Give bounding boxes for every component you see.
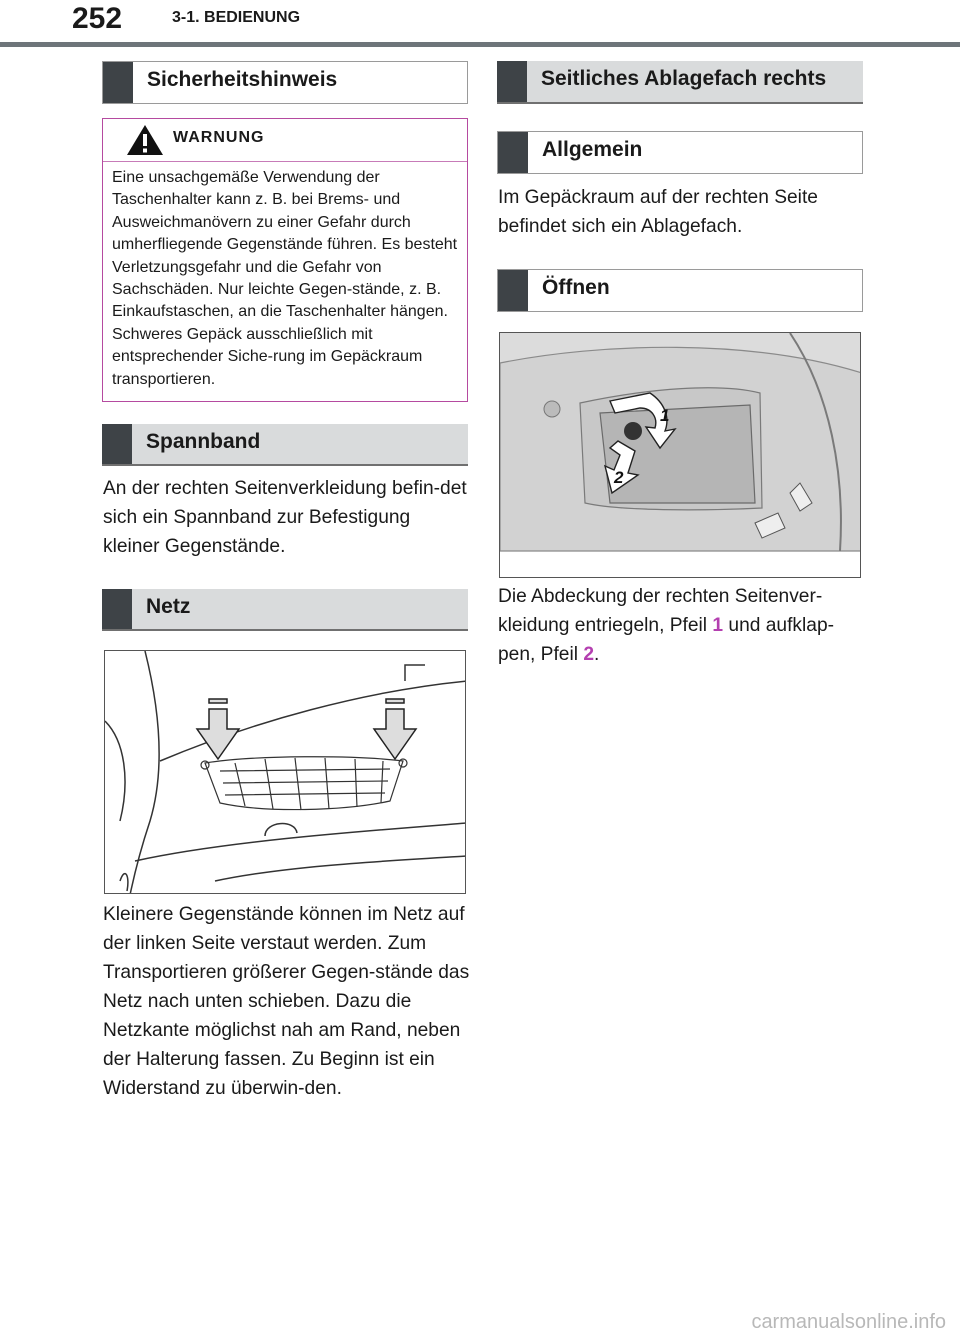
- heading-bar: [102, 589, 132, 629]
- open-paragraph: [498, 582, 866, 669]
- arrow-1-ref: 1: [712, 615, 724, 636]
- header-rule: [0, 42, 960, 47]
- figure-label-1: 1: [660, 406, 670, 425]
- compartment-heading: [497, 61, 863, 104]
- warning-triangle-icon: [125, 123, 165, 157]
- general-heading-label: Allgemein: [542, 138, 643, 161]
- safety-heading: [102, 61, 468, 104]
- net-heading-label: Netz: [146, 595, 191, 618]
- heading-bar: [498, 132, 528, 173]
- open-text-end: .: [594, 644, 600, 665]
- compartment-heading-label: Seitliches Ablagefach rechts: [541, 67, 827, 90]
- heading-bar: [498, 270, 528, 311]
- open-text-before: Die Abdeckung der rechten Seitenver-kleidung entriegeln, Pfeil: [498, 586, 823, 636]
- strap-heading: [102, 424, 468, 466]
- strap-heading-label: Spannband: [146, 430, 261, 453]
- watermark: carmanualsonline.info: [751, 1311, 946, 1333]
- heading-bar: [103, 62, 133, 103]
- compartment-figure: [499, 332, 861, 578]
- open-text-mid: und aufklap-pen, Pfeil: [498, 615, 835, 665]
- open-heading: [497, 269, 863, 312]
- net-illustration: [105, 651, 466, 894]
- figure-label-2: 2: [614, 468, 624, 487]
- page-number: 252: [72, 2, 123, 35]
- chapter-title: 3-1. BEDIENUNG: [172, 9, 301, 26]
- warning-text: Eine unsachgemäße Verwendung der Taschenhalter kann z. B. bei Brems- und Ausweichmanövern zu einer Gefahr durch umherfliegende Gegenstände führen. Es besteht Verletzungsgefahr und die Gefahr von Sachschäden. Nur leichte Gegen-stände, z. B. Einkaufstaschen, an die Taschenhalter hängen. Schweres Gepäck ausschließlich mit entsprechender Siche-rung im Gepäckraum transportieren.: [112, 169, 458, 388]
- general-paragraph: Im Gepäckraum auf der rechten Seite befindet sich ein Ablagefach.: [498, 187, 818, 237]
- warning-title: WARNUNG: [173, 129, 265, 146]
- net-heading: [102, 589, 468, 631]
- net-paragraph: Kleinere Gegenstände können im Netz auf der linken Seite verstaut werden. Zum Transportieren größerer Gegen-stände das Netz nach unten schieben. Dazu die Netzkante möglichst nah am Rand, neben der Halterung fassen. Zu Beginn ist ein Widerstand zu überwin-den.: [103, 904, 470, 1099]
- strap-paragraph: An der rechten Seitenverkleidung befin-det sich ein Spannband zur Befestigung kleiner Gegenstände.: [103, 478, 467, 557]
- safety-heading-label: Sicherheitshinweis: [147, 68, 338, 91]
- arrow-2-ref: 2: [583, 644, 595, 665]
- compartment-illustration: [500, 333, 861, 578]
- open-heading-label: Öffnen: [542, 276, 610, 299]
- heading-bar: [497, 61, 527, 102]
- warning-header: [103, 119, 467, 162]
- page-header: [0, 0, 960, 48]
- general-heading: [497, 131, 863, 174]
- net-figure: [104, 650, 466, 894]
- warning-box: [102, 118, 468, 402]
- heading-bar: [102, 424, 132, 464]
